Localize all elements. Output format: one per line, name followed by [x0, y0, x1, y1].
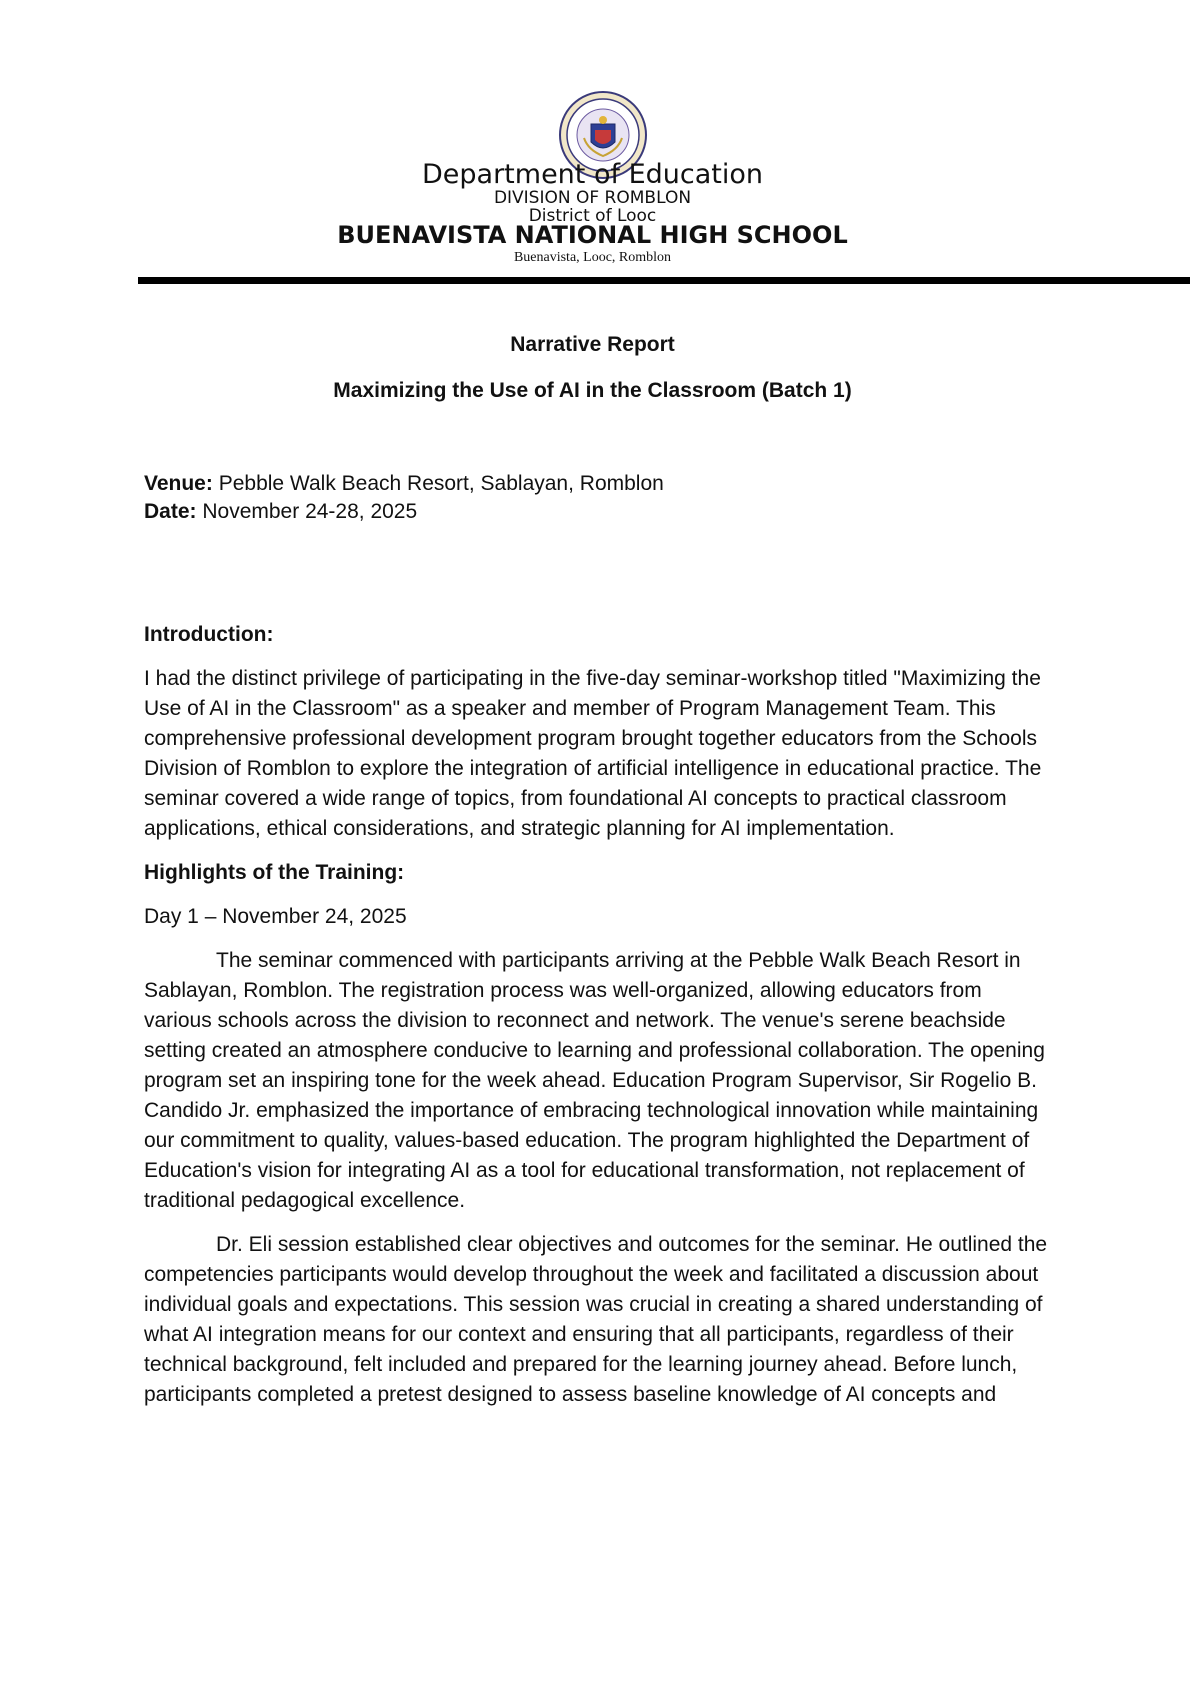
venue-label: Venue: — [144, 472, 213, 495]
school-name: BUENAVISTA NATIONAL HIGH SCHOOL — [337, 221, 848, 249]
day1-paragraph-2: Dr. Eli session established clear objectives and outcomes for the seminar. He outlined the competencies participants would develop throughout the week and facilitated a discussion about individual goals and expectations. This session was crucial in creating a shared understanding of what AI integration means for our context and ensuring that all participants, regardless of their technical background, felt included and prepared for the learning journey ahead. Before lunch, participants completed a pretest designed to assess baseline knowledge of AI concepts and — [144, 1233, 1048, 1406]
introduction-paragraph: I had the distinct privilege of participating in the five-day seminar-workshop titled "Maximizing the Use of AI in the Classroom" as a speaker and member of Program Management Team. This comprehensive professional development program brought together educators from the Schools Division of Romblon to explore the integration of artificial intelligence in educational practice. The seminar covered a wide range of topics, from foundational AI concepts to practical classroom applications, ethical considerations, and strategic planning for AI implementation. — [144, 667, 1042, 840]
venue-line — [144, 470, 664, 498]
report-title: Maximizing the Use of AI in the Classroom (Batch 1) — [333, 379, 852, 402]
report-type-title: Narrative Report — [510, 333, 675, 356]
introduction-heading: Introduction: — [144, 623, 274, 646]
day1-paragraph-1: The seminar commenced with participants arriving at the Pebble Walk Beach Resort in Sablayan, Romblon. The registration process was well-organized, allowing educators from various schools across the division to reconnect and network. The venue's serene beachside setting created an atmosphere conducive to learning and professional collaboration. The opening program set an inspiring tone for the week ahead. Education Program Supervisor, Sir Rogelio B. Candido Jr. emphasized the importance of embracing technological innovation while maintaining our commitment to quality, values-based education. The program highlighted the Department of Education's vision for integrating AI as a tool for educational transformation, not replacement of traditional pedagogical excellence. — [144, 949, 1045, 1212]
school-address: Buenavista, Looc, Romblon — [513, 250, 672, 265]
department-name: Department of Education — [422, 159, 763, 190]
highlights-heading: Highlights of the Training: — [144, 861, 405, 884]
date-line — [144, 498, 664, 526]
division-name: DIVISION OF ROMBLON — [493, 188, 692, 208]
venue-value: Pebble Walk Beach Resort, Sablayan, Romblon — [218, 472, 664, 495]
report-body — [144, 620, 1049, 1424]
district-name: District of Looc — [528, 206, 657, 226]
date-value: November 24-28, 2025 — [202, 500, 418, 523]
day1-heading: Day 1 – November 24, 2025 — [144, 905, 407, 928]
report-meta — [144, 470, 664, 526]
date-label: Date: — [144, 500, 197, 523]
header-divider — [138, 277, 1190, 284]
